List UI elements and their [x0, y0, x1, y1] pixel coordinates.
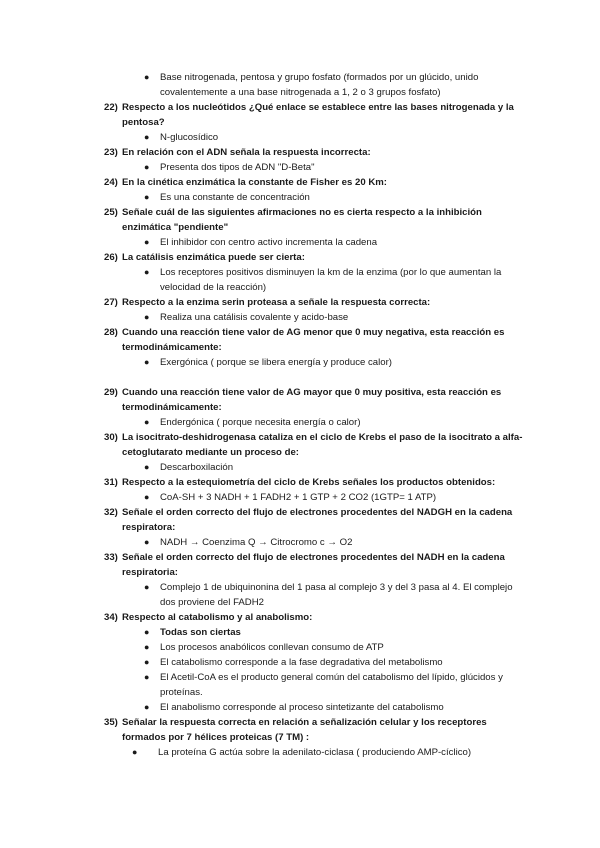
- question: [104, 295, 524, 310]
- question: [104, 205, 524, 235]
- question-text: Respecto a los nucleótidos ¿Qué enlace se establece entre las bases nitrogenada y la pentosa?: [122, 102, 514, 128]
- answer-text: Base nitrogenada, pentosa y grupo fosfato (formados por un glúcido, unido covalentemente a una base nitrogenada a 1, 2 o 3 grupos fosfato): [160, 72, 479, 98]
- question: [104, 145, 524, 160]
- question-text: Señale el orden correcto del flujo de electrones procedentes del NADH en la cadena respiratoria:: [122, 552, 505, 578]
- question-text: Señale el orden correcto del flujo de electrones procedentes del NADGH en la cadena respiratora:: [122, 507, 513, 533]
- question: [104, 715, 524, 745]
- answer-item: [104, 490, 524, 505]
- question-text: Cuando una reacción tiene valor de AG menor que 0 muy negativa, esta reacción es termodinámicamente:: [122, 327, 505, 353]
- question-text: Respecto a la estequiometría del ciclo de Krebs señales los productos obtenidos:: [122, 477, 496, 488]
- bullet-icon: ●: [144, 582, 150, 592]
- answer-text: Endergónica ( porque necesita energía o calor): [160, 417, 361, 428]
- question-text: Respecto al catabolismo y al anabolismo:: [122, 612, 313, 623]
- answer-item: [104, 310, 524, 325]
- bullet-icon: ●: [144, 462, 150, 472]
- answer-text: Realiza una catálisis covalente y acido-base: [160, 312, 349, 323]
- answer-item: [104, 190, 524, 205]
- question-text: En la cinética enzimática la constante de Fisher es 20 Km:: [122, 177, 387, 188]
- answer-item: [104, 160, 524, 175]
- question-number: 29): [104, 387, 118, 398]
- answer-item: [104, 580, 524, 610]
- question: [104, 250, 524, 265]
- question-text: Señalar la respuesta correcta en relación a señalización celular y los receptores formados por 7 hélices proteicas (7 TM) :: [122, 717, 487, 743]
- question-number: 26): [104, 252, 118, 263]
- question-number: 28): [104, 327, 118, 338]
- question-number: 32): [104, 507, 118, 518]
- question-text: Cuando una reacción tiene valor de AG mayor que 0 muy positiva, esta reacción es termodinámicamente:: [122, 387, 502, 413]
- bullet-icon: ●: [144, 192, 150, 202]
- question-text: Respecto a la enzima serin proteasa a señale la respuesta correcta:: [122, 297, 431, 308]
- answer-text: N-glucosídico: [160, 132, 219, 143]
- question-number: 22): [104, 102, 118, 113]
- bullet-icon: ●: [144, 657, 150, 667]
- question: [104, 475, 524, 490]
- answer-item: [104, 235, 524, 250]
- bullet-icon: ●: [144, 237, 150, 247]
- answer-text: La proteína G actúa sobre la adenilato-ciclasa ( produciendo AMP-cíclico): [158, 747, 472, 758]
- bullet-icon: ●: [144, 162, 150, 172]
- bullet-icon: ●: [144, 627, 150, 637]
- answer-item: [104, 355, 524, 370]
- question-number: 35): [104, 717, 118, 728]
- answer-text: Descarboxilación: [160, 462, 234, 473]
- question: [104, 430, 524, 460]
- answer-text: Presenta dos tipos de ADN "D-Beta": [160, 162, 315, 173]
- answer-text: El anabolismo corresponde al proceso sintetizante del catabolismo: [160, 702, 444, 713]
- question-text: La isocitrato-deshidrogenasa cataliza en el ciclo de Krebs el paso de la isocitrato a alfa-cetoglutarato mediante un proceso de:: [122, 432, 523, 458]
- answer-text: NADH → Coenzima Q → Citrocromo c → O2: [160, 537, 353, 548]
- question: [104, 175, 524, 190]
- question-number: 30): [104, 432, 118, 443]
- bullet-icon: ●: [132, 747, 138, 757]
- answer-item: [104, 415, 524, 430]
- answer-item: [104, 70, 524, 100]
- question-number: 25): [104, 207, 118, 218]
- answer-item: [104, 625, 524, 640]
- bullet-icon: ●: [144, 642, 150, 652]
- bullet-icon: ●: [144, 72, 150, 82]
- bullet-icon: ●: [144, 132, 150, 142]
- question-number: 34): [104, 612, 118, 623]
- answer-item: [104, 535, 524, 550]
- bullet-icon: ●: [144, 417, 150, 427]
- answer-item: [104, 670, 524, 700]
- question-text: La catálisis enzimática puede ser cierta:: [122, 252, 305, 263]
- answer-item: [104, 745, 524, 760]
- answer-item: [104, 640, 524, 655]
- question-number: 31): [104, 477, 118, 488]
- question: [104, 100, 524, 130]
- answer-text: El inhibidor con centro activo incrementa la cadena: [160, 237, 378, 248]
- bullet-icon: ●: [144, 357, 150, 367]
- bullet-icon: ●: [144, 267, 150, 277]
- bullet-icon: ●: [144, 702, 150, 712]
- answer-text: El Acetil-CoA es el producto general común del catabolismo del lípido, glúcidos y proteínas.: [160, 672, 503, 698]
- answer-text: CoA-SH + 3 NADH + 1 FADH2 + 1 GTP + 2 CO2 (1GTP= 1 ATP): [160, 492, 437, 503]
- spacer: [104, 370, 524, 385]
- question: [104, 385, 524, 415]
- answer-text: Complejo 1 de ubiquinonina del 1 pasa al complejo 3 y del 3 pasa al 4. El complejo dos proviene del FADH2: [160, 582, 513, 608]
- question-text: En relación con el ADN señala la respuesta incorrecta:: [122, 147, 371, 158]
- question: [104, 325, 524, 355]
- answer-text: Los receptores positivos disminuyen la km de la enzima (por lo que aumentan la velocidad de la reacción): [160, 267, 502, 293]
- answer-item: [104, 265, 524, 295]
- bullet-icon: ●: [144, 312, 150, 322]
- answer-item: [104, 655, 524, 670]
- answer-text: Todas son ciertas: [160, 627, 241, 638]
- question-text: Señale cuál de las siguientes afirmaciones no es cierta respecto a la inhibición enzimática "pendiente": [122, 207, 482, 233]
- question-number: 23): [104, 147, 118, 158]
- question-number: 33): [104, 552, 118, 563]
- answer-text: El catabolismo corresponde a la fase degradativa del metabolismo: [160, 657, 443, 668]
- bullet-icon: ●: [144, 672, 150, 682]
- answer-text: Exergónica ( porque se libera energía y produce calor): [160, 357, 392, 368]
- answer-text: Los procesos anabólicos conllevan consumo de ATP: [160, 642, 384, 653]
- bullet-icon: ●: [144, 537, 150, 547]
- question-number: 24): [104, 177, 118, 188]
- answer-text: Es una constante de concentración: [160, 192, 310, 203]
- question-number: 27): [104, 297, 118, 308]
- question: [104, 505, 524, 535]
- answer-item: [104, 460, 524, 475]
- answer-item: [104, 130, 524, 145]
- answer-item: [104, 700, 524, 715]
- bullet-icon: ●: [144, 492, 150, 502]
- question: [104, 550, 524, 580]
- question-list: [104, 70, 524, 760]
- question: [104, 610, 524, 625]
